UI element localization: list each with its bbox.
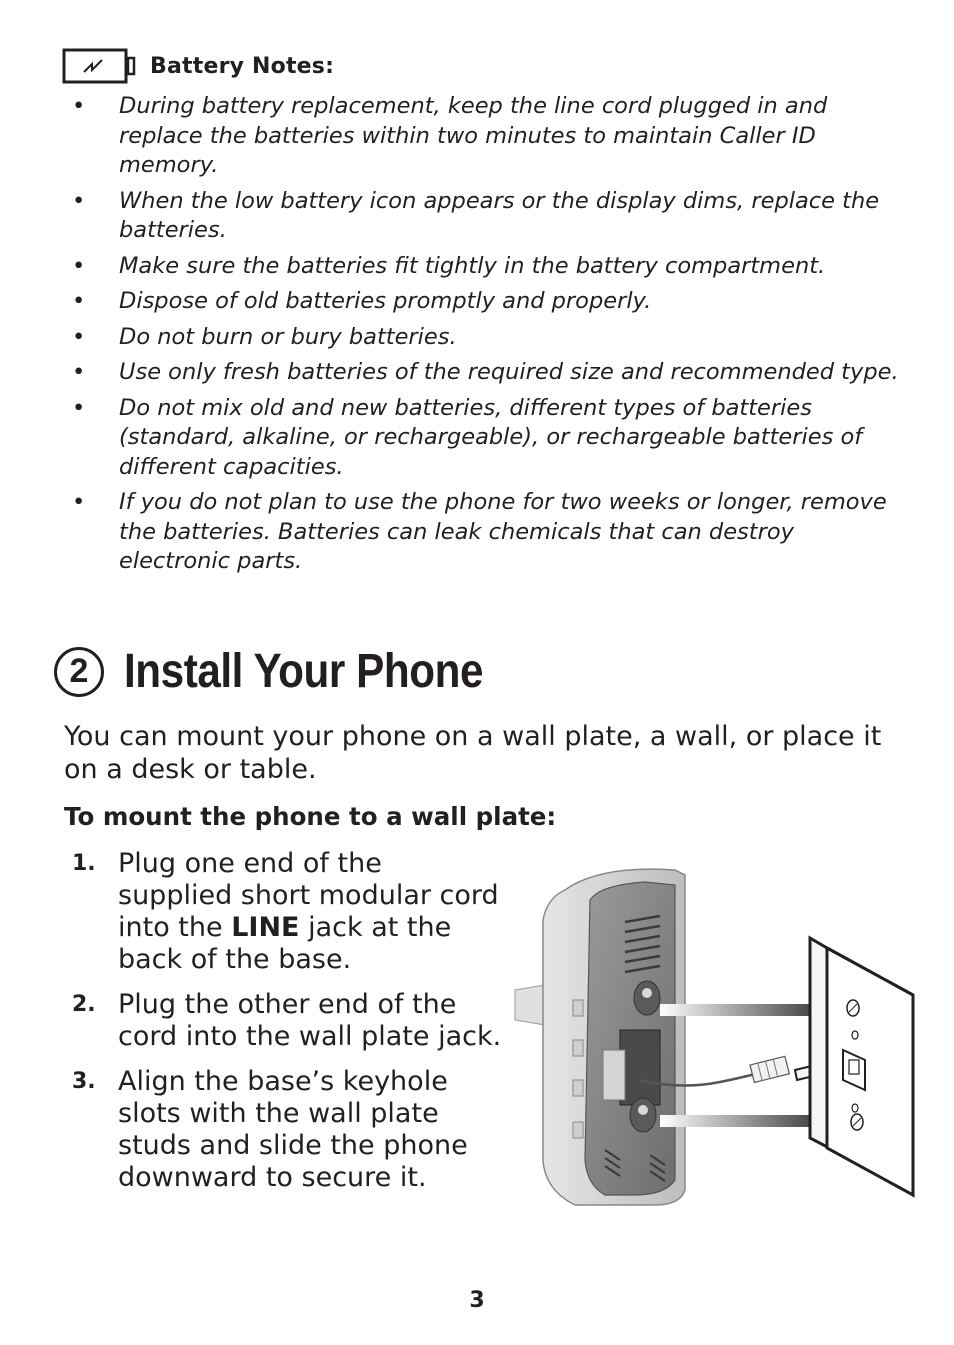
line-jack-label: LINE bbox=[231, 912, 300, 943]
battery-notes-list bbox=[70, 92, 900, 583]
list-item: • Do not burn or bury batteries. bbox=[72, 323, 457, 350]
page-number: 3 bbox=[469, 1288, 485, 1313]
section-heading bbox=[54, 644, 532, 699]
steps-list bbox=[72, 848, 502, 1207]
page-title: Install Your Phone bbox=[124, 645, 483, 698]
list-item: • When the low battery icon appears or the display dims, replace the batteries. bbox=[72, 187, 880, 243]
list-item: • During battery replacement, keep the line cord plugged in and replace the batteries within two minutes to maintain Caller ID memory. bbox=[72, 93, 828, 178]
subheading: To mount the phone to a wall plate: bbox=[64, 802, 557, 831]
battery-notes-title: Battery Notes: bbox=[150, 53, 335, 79]
step-item: 2. Plug the other end of the cord into the wall plate jack. bbox=[72, 989, 502, 1052]
intro-paragraph: You can mount your phone on a wall plate, a wall, or place it on a desk or table. bbox=[64, 721, 882, 785]
list-item: • Dispose of old batteries promptly and properly. bbox=[72, 288, 652, 314]
list-item: • Make sure the batteries fit tightly in the battery compartment. bbox=[72, 252, 826, 279]
section-number-badge: 2 bbox=[54, 647, 104, 697]
list-item: • Do not mix old and new batteries, different types of batteries (standard, alkaline, or rechargeable), or rechargeable batteries of different capacities. bbox=[72, 394, 863, 480]
battery-notes-header bbox=[62, 48, 334, 84]
step-number: 2. bbox=[72, 992, 96, 1017]
list-item: • If you do not plan to use the phone for two weeks or longer, remove the batteries. Batteries can leak chemicals that can destroy electronic parts. bbox=[72, 489, 887, 574]
wall-plate bbox=[810, 938, 913, 1195]
step-number: 1. bbox=[72, 851, 96, 876]
wall-mount-illustration bbox=[505, 860, 945, 1210]
step-item: 3. Align the base’s keyhole slots with the wall plate studs and slide the phone downward to secure it. bbox=[72, 1066, 468, 1193]
list-item: • Use only fresh batteries of the required size and recommended type. bbox=[72, 359, 899, 385]
battery-icon bbox=[62, 48, 140, 84]
modular-plug bbox=[750, 1056, 789, 1082]
step-item: 1. Plug one end of the supplied short modular cord into the LINE jack at the back of the base. bbox=[72, 848, 499, 975]
phone-base bbox=[515, 869, 685, 1205]
step-number: 3. bbox=[72, 1069, 96, 1094]
